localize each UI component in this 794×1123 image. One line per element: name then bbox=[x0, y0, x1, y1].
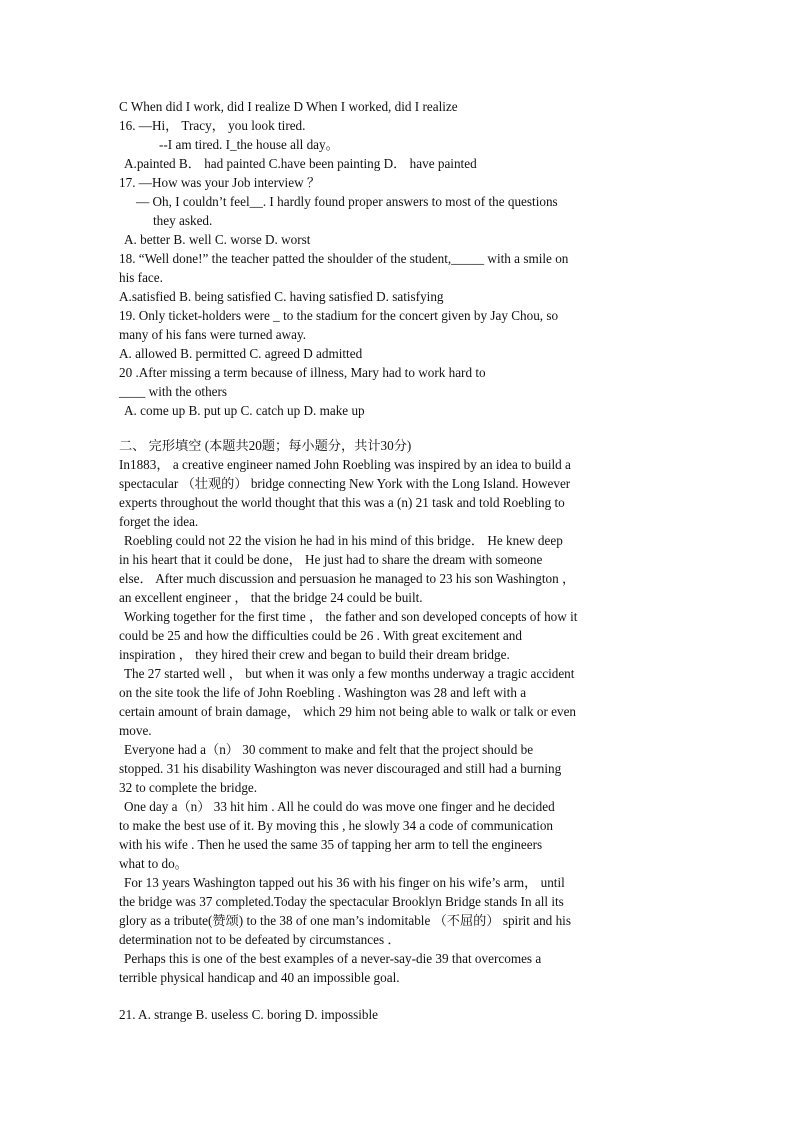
options-19: A. allowed B. permitted C. agreed D admitted bbox=[119, 346, 363, 361]
question-19: 19. Only ticket-holders were _ to the stadium for the concert given by Jay Chou, so bbox=[119, 308, 559, 323]
passage-line: inspiration ， they hired their crew and began to build their dream bridge. bbox=[119, 647, 510, 662]
passage-line: 32 to complete the bridge. bbox=[119, 780, 258, 795]
passage-line: else． After much discussion and persuasion he managed to 23 his son Washington ， bbox=[119, 571, 576, 586]
text-line: they asked. bbox=[153, 213, 213, 228]
passage-line: could be 25 and how the difficulties could be 26 . With great excitement and bbox=[119, 628, 522, 643]
passage-line: to make the best use of it. By moving this , he slowly 34 a code of communication bbox=[119, 818, 554, 833]
passage-line: Roebling could not 22 the vision he had in his mind of this bridge． He knew deep bbox=[124, 533, 563, 548]
text-line: many of his fans were turned away. bbox=[119, 327, 307, 342]
passage-line: move. bbox=[119, 723, 152, 738]
passage-line: with his wife . Then he used the same 35 of tapping her arm to tell the engineers bbox=[119, 837, 543, 852]
text-line: ____ with the others bbox=[119, 384, 228, 399]
passage-line: in his heart that it could be done， He just had to share the dream with someone bbox=[119, 552, 543, 567]
question-16: 16. —Hi， Tracy， you look tired. bbox=[119, 118, 306, 133]
question-17: 17. —How was your Job interview ？ bbox=[119, 175, 321, 190]
passage-line: on the site took the life of John Roebling . Washington was 28 and left with a bbox=[119, 685, 527, 700]
passage-line: certain amount of brain damage， which 29 him not being able to walk or talk or even bbox=[119, 704, 577, 719]
section-heading: 二、 完形填空 (本题共20题；每小题分，共计30分) bbox=[119, 438, 412, 453]
options-20: A. come up B. put up C. catch up D. make up bbox=[124, 403, 365, 418]
passage-line: the bridge was 37 completed.Today the spectacular Brooklyn Bridge stands In all its bbox=[119, 894, 564, 909]
passage-line: experts throughout the world thought that this was a (n) 21 task and told Roebling to bbox=[119, 495, 565, 510]
text-line: his face. bbox=[119, 270, 163, 285]
options-18: A.satisfied B. being satisfied C. having satisfied D. satisfying bbox=[119, 289, 444, 304]
passage-line: an excellent engineer ， that the bridge 24 could be built. bbox=[119, 590, 423, 605]
passage-line: determination not to be defeated by circumstances ． bbox=[119, 932, 401, 947]
passage-line: glory as a tribute(赞颂) to the 38 of one man’s indomitable （不屈的） spirit and his bbox=[119, 913, 571, 928]
passage-line: For 13 years Washington tapped out his 36 with his finger on his wife’s arm， until bbox=[124, 875, 565, 890]
passage-line: stopped. 31 his disability Washington was never discouraged and still had a burning bbox=[119, 761, 562, 776]
passage-line: forget the idea. bbox=[119, 514, 199, 529]
passage-line: One day a（n） 33 hit him . All he could do was move one finger and he decided bbox=[124, 799, 555, 814]
spacer bbox=[119, 987, 679, 1005]
options-16: A.painted B． had painted C.have been painting D． have painted bbox=[124, 156, 477, 171]
options-17: A. better B. well C. worse D. worst bbox=[124, 232, 311, 247]
options-21: 21. A. strange B. useless C. boring D. impossible bbox=[119, 1007, 378, 1022]
passage-line: what to do。 bbox=[119, 856, 188, 871]
text-line: --I am tired. I_the house all day。 bbox=[159, 137, 339, 152]
passage-line: The 27 started well ， but when it was only a few months underway a tragic accident bbox=[124, 666, 575, 681]
passage-line: Perhaps this is one of the best examples of a never-say-die 39 that overcomes a bbox=[124, 951, 542, 966]
document-page bbox=[119, 97, 679, 1024]
passage-line: Working together for the first time ， the father and son developed concepts of how it bbox=[124, 609, 578, 624]
question-18: 18. “Well done!” the teacher patted the shoulder of the student,_____ with a smile on bbox=[119, 251, 569, 266]
question-20: 20 .After missing a term because of illness, Mary had to work hard to bbox=[119, 365, 486, 380]
passage-line: terrible physical handicap and 40 an impossible goal. bbox=[119, 970, 400, 985]
passage-line: Everyone had a（n） 30 comment to make and felt that the project should be bbox=[124, 742, 534, 757]
text-line: — Oh, I couldn’t feel__. I hardly found proper answers to most of the questions bbox=[136, 194, 558, 209]
passage-line: spectacular （壮观的） bridge connecting New York with the Long Island. However bbox=[119, 476, 571, 491]
text-line: C When did I work, did I realize D When I worked, did I realize bbox=[119, 99, 458, 114]
passage-line: In1883， a creative engineer named John Roebling was inspired by an idea to build a bbox=[119, 457, 571, 472]
spacer bbox=[119, 420, 679, 436]
